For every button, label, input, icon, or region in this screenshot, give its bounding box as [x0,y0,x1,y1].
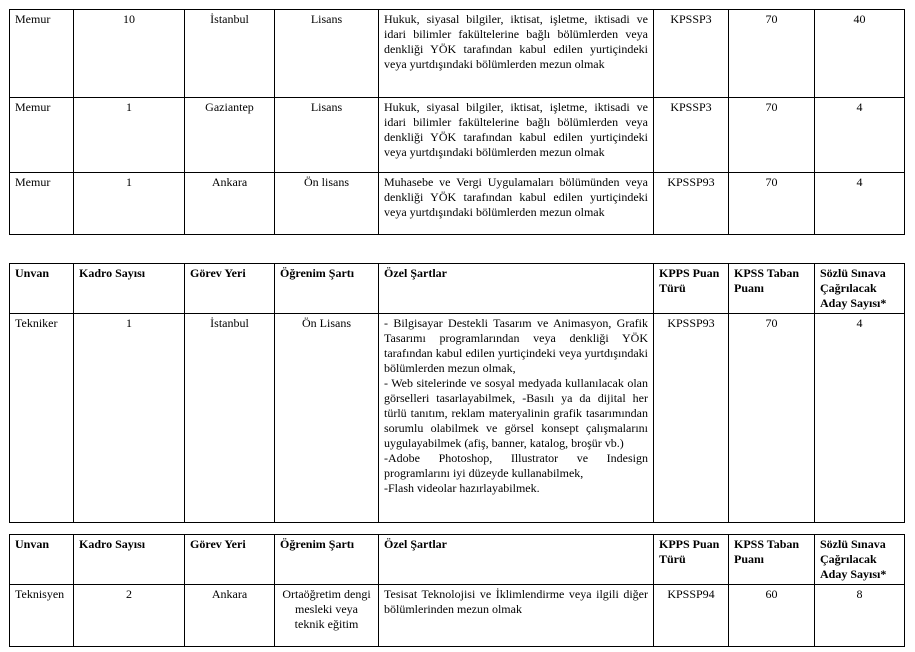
taban-puan-cell: 70 [729,173,815,235]
header-ozel: Özel Şartlar [379,264,654,314]
header-ozel: Özel Şartlar [379,535,654,585]
kadro-cell: 10 [74,10,185,98]
taban-puan-cell: 70 [729,314,815,523]
table-row [10,173,905,235]
puan-turu-cell: KPSSP93 [654,314,729,523]
unvan-cell: Memur [10,173,74,235]
gorev-cell: Ankara [185,173,275,235]
ozel-sartlar-cell: - Bilgisayar Destekli Tasarım ve Animasyon, Grafik Tasarımı programlarından veya denkliği YÖK tarafından kabul edilen yurtiçindeki veya yurtdışındaki bölümlerden mezun olmak, - Web sitelerinde ve sosyal medyada kullanılacak olan görselleri tasarlayabilmek, -Basılı ya da dijital her türlü tanıtım, reklam materyalinin grafik tasarımından sorumlu olabilmek ve görsel konsept çalışmalarını uygulayabilmek (afiş, banner, katalog, broşür vb.) -Adobe Photoshop, Illustrator ve Indesign programlarını iyi düzeyde kullanabilmek, -Flash videolar hazırlayabilmek. [379,314,654,523]
header-puan-turu: KPPS Puan Türü [654,535,729,585]
ogrenim-cell: Ön lisans [275,173,379,235]
taban-puan-cell: 60 [729,585,815,647]
unvan-cell: Memur [10,98,74,173]
table-row [10,10,905,98]
kadro-cell: 1 [74,173,185,235]
header-row [10,535,905,585]
header-gorev: Görev Yeri [185,264,275,314]
gorev-cell: İstanbul [185,10,275,98]
taban-puan-cell: 70 [729,98,815,173]
unvan-cell: Teknisyen [10,585,74,647]
tekniker-table [9,263,905,523]
table-row [10,585,905,647]
ogrenim-cell: Ortaöğretim dengi mesleki veya teknik eğitim [275,585,379,647]
puan-turu-cell: KPSSP3 [654,98,729,173]
header-taban: KPSS Taban Puanı [729,264,815,314]
unvan-cell: Memur [10,10,74,98]
header-ogrenim: Öğrenim Şartı [275,535,379,585]
header-aday: Sözlü Sınava Çağrılacak Aday Sayısı* [815,264,905,314]
aday-sayisi-cell: 4 [815,314,905,523]
header-unvan: Unvan [10,535,74,585]
ogrenim-cell: Lisans [275,98,379,173]
aday-sayisi-cell: 8 [815,585,905,647]
puan-turu-cell: KPSSP94 [654,585,729,647]
gorev-cell: İstanbul [185,314,275,523]
teknisyen-table [9,534,905,647]
table-row [10,314,905,523]
header-kadro: Kadro Sayısı [74,264,185,314]
kadro-cell: 1 [74,98,185,173]
kadro-cell: 1 [74,314,185,523]
ogrenim-cell: Lisans [275,10,379,98]
header-unvan: Unvan [10,264,74,314]
ogrenim-cell: Ön Lisans [275,314,379,523]
ozel-sartlar-cell: Tesisat Teknolojisi ve İklimlendirme veya ilgili diğer bölümlerinden mezun olmak [379,585,654,647]
memur-table [9,9,905,235]
header-aday: Sözlü Sınava Çağrılacak Aday Sayısı* [815,535,905,585]
puan-turu-cell: KPSSP93 [654,173,729,235]
gorev-cell: Gaziantep [185,98,275,173]
header-kadro: Kadro Sayısı [74,535,185,585]
unvan-cell: Tekniker [10,314,74,523]
header-ogrenim: Öğrenim Şartı [275,264,379,314]
kadro-cell: 2 [74,585,185,647]
header-puan-turu: KPPS Puan Türü [654,264,729,314]
ozel-sartlar-cell: Hukuk, siyasal bilgiler, iktisat, işletme, iktisadi ve idari bilimler fakültelerine bağlı bölümlerden veya denkliği YÖK tarafından kabul edilen yurtiçindeki veya yurtdışındaki bölümlerden mezun olmak [379,98,654,173]
ozel-sartlar-cell: Muhasebe ve Vergi Uygulamaları bölümünden veya denkliği YÖK tarafından kabul edilen yurtiçindeki veya yurtdışındaki bölümlerden mezun olmak [379,173,654,235]
header-gorev: Görev Yeri [185,535,275,585]
table-row [10,98,905,173]
puan-turu-cell: KPSSP3 [654,10,729,98]
header-row [10,264,905,314]
header-taban: KPSS Taban Puanı [729,535,815,585]
taban-puan-cell: 70 [729,10,815,98]
gorev-cell: Ankara [185,585,275,647]
aday-sayisi-cell: 4 [815,173,905,235]
aday-sayisi-cell: 4 [815,98,905,173]
ozel-sartlar-cell: Hukuk, siyasal bilgiler, iktisat, işletme, iktisadi ve idari bilimler fakültelerine bağlı bölümlerden veya denkliği YÖK tarafından kabul edilen yurtiçindeki veya yurtdışındaki bölümlerden mezun olmak [379,10,654,98]
aday-sayisi-cell: 40 [815,10,905,98]
